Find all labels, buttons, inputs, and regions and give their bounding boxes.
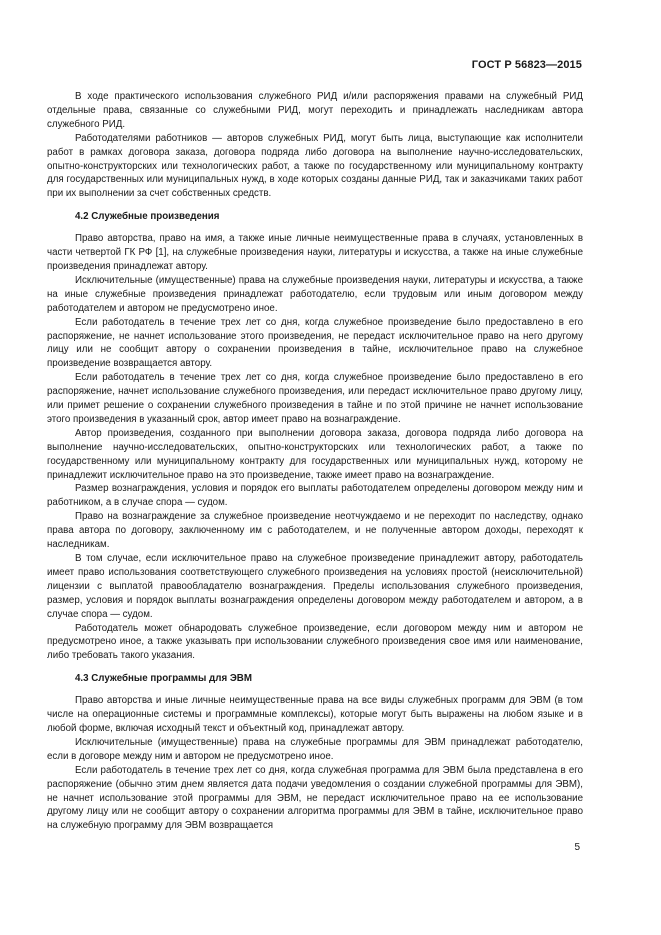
paragraph: Если работодатель в течение трех лет со дня, когда служебная программа для ЭВМ была представлена в его распоряжение (обычно этим днем является дата подачи уведомления о создании служебной программы для ЭВМ), не начнет использование этой программы для ЭВМ, не передаст исключительное право на ее использование другому лицу или не сообщит автору о сохранении алгоритма программы для ЭВМ в тайне, исключительное право на служебную программу для ЭВМ возвращается xyxy=(47,764,583,832)
document-body xyxy=(47,90,583,833)
paragraph: Размер вознаграждения, условия и порядок его выплаты работодателем определены договором между ним и работником, а в случае спора — судом. xyxy=(47,483,583,509)
paragraph: В том случае, если исключительное право на служебное произведение принадлежит автору, работодатель имеет право использования соответствующего служебного произведения на условиях простой (неисключительной) лицензии с выплатой правообладателю вознаграждения. Пределы использования служебного произведения, размер, условия и порядок выплаты вознаграждения определены договором между работодателем и автором, а в случае спора — судом. xyxy=(47,553,583,620)
paragraph: Право на вознаграждение за служебное произведение неотчуждаемо и не переходит по наследству, однако права автора по договору, заключенному им с работодателем, и не полученные автором доходы, переходят к наследникам. xyxy=(47,511,583,551)
paragraph: Право авторства, право на имя, а также иные личные неимущественные права в случаях, установленных в части четвертой ГК РФ [1], на служебные произведения науки, литературы и искусства, а также на иные служебные произведения принадлежат автору. xyxy=(47,233,583,272)
section-heading-4-3: 4.3 Служебные программы для ЭВМ xyxy=(75,673,252,685)
paragraph: Исключительные (имущественные) права на служебные произведения науки, литературы и искусства, а также на иные служебные произведения принадлежат работодателю, если трудовым или иным договором между работодателем и автором не предусмотрено иное. xyxy=(47,274,583,314)
standard-number: ГОСТ Р 56823—2015 xyxy=(471,59,582,71)
paragraph: Работодатель может обнародовать служебное произведение, если договором между ним и автором не предусмотрено иное, а также указывать при использовании служебного произведения свое имя или наименование, либо требовать такого указания. xyxy=(47,622,583,662)
paragraph: Если работодатель в течение трех лет со дня, когда служебное произведение было предоставлено в его распоряжение, начнет использование служебного произведения, или передаст исключительное право другому лицу, или примет решение о сохранении служебного произведения в тайне и по этой причине не начнет использование этого произведения в указанный срок, автор имеет право на вознаграждение. xyxy=(47,372,583,425)
paragraph: Право авторства и иные личные неимущественные права на все виды служебных программ для ЭВМ (в том числе на операционные системы и программные комплексы), которые могут быть выражены на любом языке и в любой форме, включая исходный текст и объектный код, принадлежат автору. xyxy=(47,695,583,734)
paragraph: Работодателями работников — авторов служебных РИД, могут быть лица, выступающие как исполнители работ в рамках договора заказа, договора подряда либо договора на выполнение научно-исследовательских, опытно-конструкторских или технологических работ, а также по государственному или муниципальному контракту для государственных или муниципальных нужд, в ходе которых созданы данные РИД, так и заказчиками таких работ при их выполнении за счет собственных средств. xyxy=(47,132,583,200)
page-number: 5 xyxy=(574,842,580,853)
paragraph: Если работодатель в течение трех лет со дня, когда служебное произведение было предоставлено в его распоряжение, не начнет использование этого произведения, не передаст исключительное право на него другому лицу или не сообщит автору о сохранении произведения в тайне, исключительное право на служебное произведение возвращается автору. xyxy=(47,316,583,370)
section-heading-4-2: 4.2 Служебные произведения xyxy=(75,211,220,223)
paragraph: Исключительные (имущественные) права на служебные программы для ЭВМ принадлежат работодателю, если в договоре между ним и автором не предусмотрено иное. xyxy=(47,736,583,762)
paragraph: Автор произведения, созданного при выполнении договора заказа, договора подряда либо договора на выполнение научно-исследовательских, опытно-конструкторских или технологических работ, а также по государственному или муниципальному контракту для государственных или муниципальных нужд, которому не принадлежит исключительное право на это произведение, также имеет право на вознаграждение. xyxy=(47,427,583,481)
paragraph: В ходе практического использования служебного РИД и/или распоряжения правами на служебный РИД отдельные права, связанные со служебными РИД, могут переходить и принадлежать наследникам автора служебного РИД. xyxy=(47,91,583,130)
